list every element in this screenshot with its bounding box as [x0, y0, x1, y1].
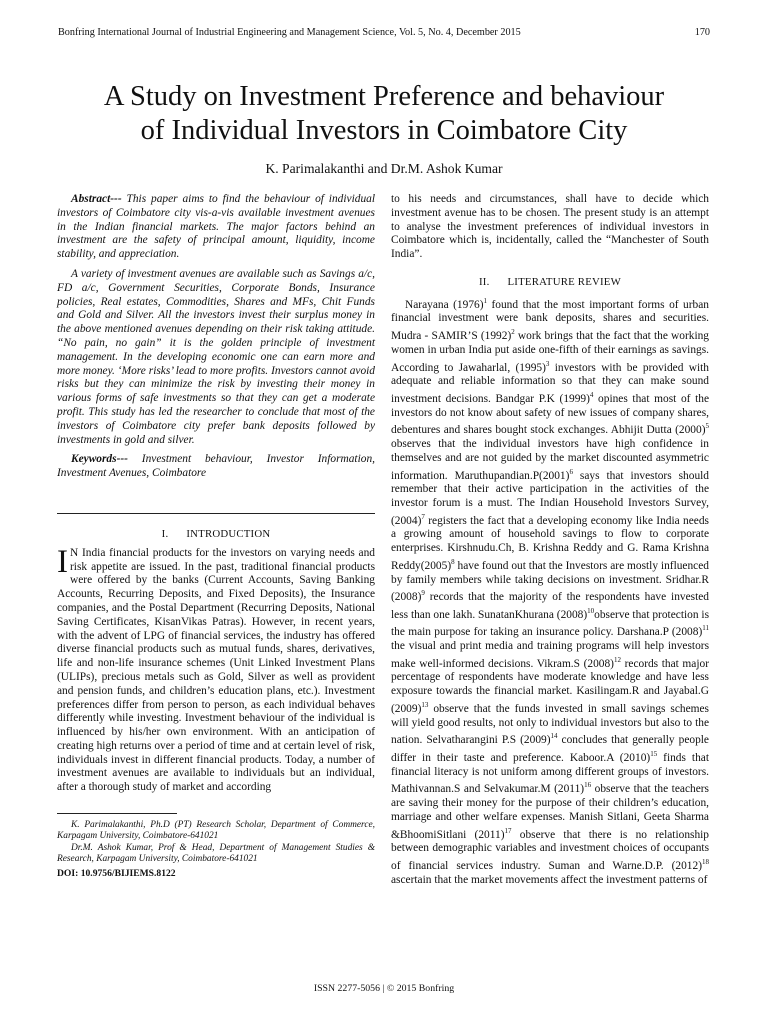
section-title: INTRODUCTION — [186, 527, 271, 540]
abstract-para-1 — [57, 193, 375, 262]
page-footer: ISSN 2277-5056 | © 2015 Bonfring — [313, 983, 455, 994]
introduction-continued: to his needs and circumstances, shall have to decide which investment avenue has to be chosen. The present study is an attempt to analyse the investment preferences of individual investors in Coimbatore which is, incidentally, called the “Manchester of South India”. — [391, 193, 709, 261]
doi: DOI: 10.9756/BIJIEMS.8122 — [57, 867, 176, 879]
paper-title — [40, 80, 728, 148]
abstract-para-2: A variety of investment avenues are available such as Savings a/c, FD a/c, Government Securities, Corporate Bonds, Insurance policies, Real estates, Commodities, Shares and MFs, Chit Funds and Gold and Silver. All the investors invest their surplus money in the above mentioned avenues depending on their risk taking attitude. “No pain, no gain” it is the golden principle of investment management. In the developing economic one can earn more and more money. ‘More risks’ lead to more profits. Investors cannot avoid risks but they can minimize the risk by investing their money in various forms of safe investments so that they can get a moderate profit. This study has led the researcher to conclude that most of the investors of Coimbatore city prefer bank deposits followed by investments in gold and silver. — [57, 267, 375, 446]
title-line-1: A Study on Investment Preference and behaviour — [103, 81, 665, 112]
introduction-paragraph — [57, 543, 375, 795]
section-title: LITERATURE REVIEW — [507, 275, 621, 288]
abstract-divider — [57, 513, 375, 514]
abstract — [57, 193, 375, 447]
abstract-label: Abstract--- — [71, 193, 122, 205]
section-number: II. — [479, 275, 490, 288]
title-line-2: of Individual Investors in Coimbatore City — [140, 115, 628, 146]
footnote-author-2: Dr.M. Ashok Kumar, Prof & Head, Department of Management Studies & Research, Karpagam University, Coimbatore-641021 — [57, 842, 375, 865]
keywords-label: Keywords--- — [71, 453, 128, 466]
running-header — [58, 27, 710, 38]
left-column — [57, 193, 375, 887]
authors: K. Parimalakanthi and Dr.M. Ashok Kumar — [265, 161, 503, 176]
drop-cap: I — [57, 543, 68, 580]
journal-name: Bonfring International Journal of Industrial Engineering and Management Science, Vol. 5, No. 4, December 2015 — [58, 27, 521, 38]
abstract-text-1: This paper aims to find the behaviour of individual investors of Coimbatore city vis-a-vis available investment avenues in the Indian financial markets. The major factors behind an investment are the safety of principal amount, liquidity, income stability, and appreciation. — [57, 193, 375, 261]
literature-review-paragraph: Narayana $(1976)^1$ found that the most important forms of urban financial investment were bank deposits, shares and securities. Mudra - SAMIR’S $(1992)^2$ work brings that the fact that the working women in urban India put aside one-fifth of their earnings as savings. According to Jawaharlal, $(1995)^3$ investors with be provided with adequate and reliable information so that they can make sound investment decisions. Bandgar P.K $(1999)^4$ opines that most of the investors do not know about safety of new issues of company shares, debentures and shares bought stock exchanges. Abhijit Dutta $(2000)^5$ observes that the individual investors have high confidence in themselves and are not guided by the market discounted asymmetric information. $Maruthupandian.P(2001)^6$ says that investors should remember that their active participation in the activities of the investor forum is a must. The Indian Household Investors Survey, $(2004)^7$ registers the fact that a developing economy like India needs a growing amount of household savings to flow to corporate enterprises. Kirshnudu.Ch, B. Krishna Reddy and G. Rama Krishna $Reddy(2005)^8$ have found out that the Investors are mostly influenced by family members while taking decisions on investment. Sridhar.R $(2008)^9$ records that the majority of the respondents have invested less than one lakh. SunatanKhurana $(2008)^{10}observe$ that protection is the main purpose for taking an insurance policy. Darshana.P $(2008)^{11}$ the visual and print media and training programs will help investors make well-informed decisions. Vikram.S $(2008)^{12}$ records that major percentage of respondents have moderate knowledge and have less exposure towards the financial market. Kasilingam.R and Jayabal.G $(2009)^{13}$ observe that the funds invested in small savings schemes will yield good results, not only to individual investors but also to the nation. Selvatharangini P.S $(2009)^{14}$ concludes that generally people differ in their taste and preference. Kaboor.A $(2010)^{15}$ finds that financial literacy is not uniform among different groups of investors. Mathivannan.S and Selvakumar.M $(2011)^{16}$ observe that the teachers are saving their money for the purpose of their children’s education, marriage and other welfare expenses. Manish Sitlani, Geeta Sharma &BhoomiSitlani $(2011)^{17}$ observe that there is no relationship between demographic variables and investment choices of occupants of financial services industry. Suman and Warne.D.P. $(2012)^{18}$ ascertain that the market movements affect the investment patterns of — [391, 296, 710, 886]
footnote-rule — [57, 813, 177, 814]
keywords-text: Investment behaviour, Investor Information, Investment Avenues, Coimbatore — [57, 453, 375, 480]
section-number: I. — [161, 527, 169, 540]
section-heading-literature-review — [391, 276, 709, 290]
page-number: 170 — [694, 27, 710, 38]
keywords — [57, 453, 375, 481]
section-heading-introduction — [57, 528, 375, 542]
footnote-author-1: K. Parimalakanthi, Ph.D (PT) Research Scholar, Department of Commerce, Karpagam University, Coimbatore-641021 — [57, 820, 375, 842]
right-column — [391, 193, 709, 893]
introduction-text: N India financial products for the investors on varying needs and risk appetite are issued. In the past, traditional financial products were offered by the banks (Current Accounts, Saving Banking Accounts, Recurring Deposits, and Fixed Deposits), the Insurance companies, and the Postal Department (Recurring Deposits, National Saving Certificates, KisanVikas Patras). However, in recent years, with the advent of LPG of financial services, the industry has offered diverse financial products such as mutual funds, shares, derivatives, life and non-life insurance schemes (Unit Linked Investment Plans (ULIPs), precious metals such as Gold, Silver as well as provident and pension funds, and children’s education plans, etc.). Investment preferences differ from person to person, as each individual behaves differently while investing. Investment behaviour of the individual is influenced by his/her own environment. With an anticipation of creating high returns over a period of time and at certain level of risk, individuals invest in different financial products. Today, a number of investment avenues are available to individuals but an individual, after a thorough study of market and according — [57, 546, 375, 794]
